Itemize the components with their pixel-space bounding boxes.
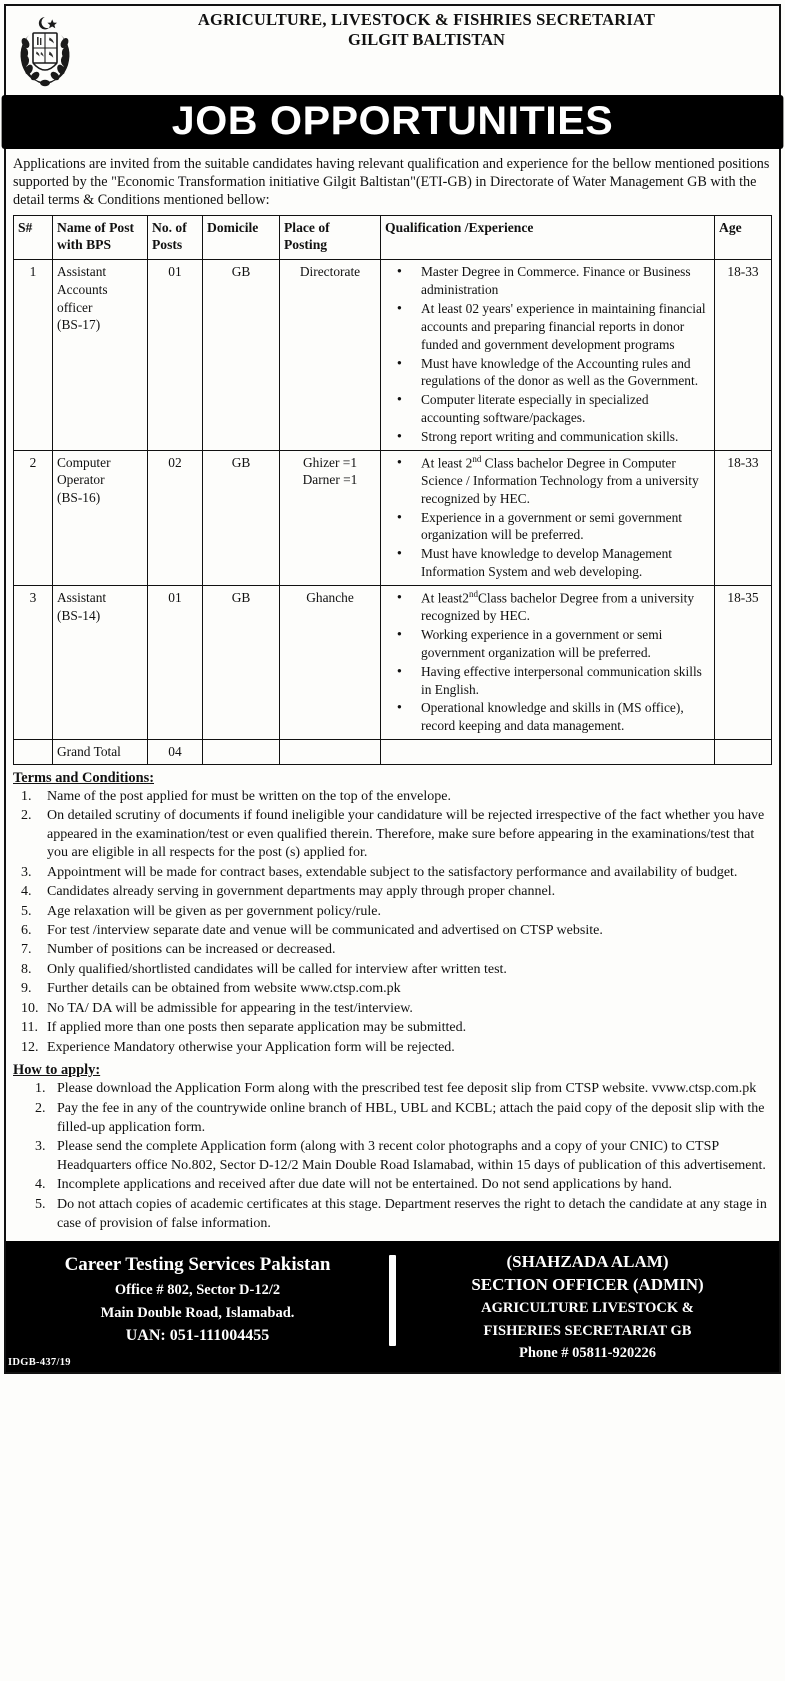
th-no-of-posts: No. of Posts (148, 215, 203, 260)
qualification-item: ● At least 02 years' experience in maintaining financial accounts and preparing financial reports in donor funded and government development programs (407, 300, 710, 353)
table-header-row (14, 215, 772, 260)
how-to-apply-list (13, 1080, 772, 1233)
ctsp-address-line1: Office # 802, Sector D-12/2 (114, 1281, 281, 1298)
qualification-item: ● Working experience in a government or semi government organization will be preferred. (407, 626, 710, 662)
cell-serial: 1 (14, 260, 53, 450)
document-footer (6, 1241, 779, 1371)
signatory-org-line1: AGRICULTURE LIVESTOCK & (481, 1300, 694, 1317)
footer-ctsp-block (6, 1249, 389, 1368)
cell-domicile: GB (203, 260, 280, 450)
cell-no-of-posts: 02 (148, 450, 203, 585)
qualification-item: ● Computer literate especially in specialized accounting software/packages. (407, 391, 710, 427)
terms-item: Candidates already serving in government departments may apply through proper channel. (47, 884, 556, 900)
cell-post-name (53, 450, 148, 585)
intro-paragraph: Applications are invited from the suitable candidates having relevant qualification and experience for the bellow mentioned positions supported by the "Economic Transformation initiative Gilgit Baltistan"(ETI-GB) in Directorate of Water Management GB with the detail terms & Conditions mentioned bellow: (13, 156, 770, 209)
organization-title-line1: AGRICULTURE, LIVESTOCK & FISHRIES SECRETARIAT (197, 10, 656, 29)
pakistan-state-emblem-icon (13, 13, 77, 91)
qualification-item: ● At least 2nd Class bachelor Degree in Computer Science / Information Technology from a university recognized by HEC. (407, 454, 710, 508)
cell-age: 18-35 (715, 585, 772, 739)
post-name-line: Accounts (57, 282, 108, 298)
th-age: Age (715, 215, 772, 260)
terms-item: Age relaxation will be given as per government policy/rule. (47, 903, 381, 919)
ctsp-uan: UAN: 051-111004455 (125, 1326, 270, 1344)
cell-empty (381, 740, 715, 765)
qualification-item: ● Must have knowledge to develop Management Information System and web developing. (407, 545, 710, 581)
place-line: Darner =1 (302, 472, 358, 488)
grand-total-value: 04 (148, 740, 203, 765)
terms-item: Further details can be obtained from website www.ctsp.com.pk (47, 981, 401, 997)
grand-total-label: Grand Total (53, 740, 148, 765)
cell-age: 18-33 (715, 450, 772, 585)
signatory-designation: SECTION OFFICER (ADMIN) (471, 1275, 704, 1295)
signatory-phone: Phone # 05811-920226 (519, 1344, 656, 1361)
post-name-line: Assistant (57, 264, 107, 280)
how-to-apply-heading: How to apply: (13, 1062, 101, 1079)
place-line: Directorate (299, 264, 361, 280)
signatory-name: (SHAHZADA ALAM) (506, 1252, 669, 1272)
terms-item: Name of the post applied for must be written on the top of the envelope. (47, 788, 451, 804)
document-header (13, 11, 772, 91)
how-to-apply-item: Pay the fee in any of the countrywide online branch of HBL, UBL and KCBL; attach the paid copy of the deposit slip with the filled-up application form. (57, 1100, 765, 1135)
qualification-list (385, 263, 710, 445)
qualification-item: ● Experience in a government or semi government organization will be preferred. (407, 509, 710, 545)
terms-heading: Terms and Conditions: (13, 769, 155, 786)
terms-item: No TA/ DA will be admissible for appearing in the test/interview. (47, 1000, 413, 1016)
footer-divider (389, 1255, 396, 1345)
how-to-apply-item: Do not attach copies of academic certificates at this stage. Department reserves the right to detach the candidate at any stage in case of provision of false information. (57, 1196, 767, 1231)
advertisement-reference-code: IDGB-437/19 (8, 1356, 71, 1368)
cell-empty (280, 740, 381, 765)
grand-total-row (14, 740, 772, 765)
jobs-table (13, 215, 772, 765)
post-name-line: (BS-17) (57, 317, 101, 333)
how-to-apply-item: Incomplete applications and received after due date will not be entertained. Do not send applications by hand. (57, 1177, 673, 1193)
document-frame (4, 4, 781, 1374)
cell-qualification (381, 585, 715, 739)
th-qualification: Qualification /Experience (381, 215, 715, 260)
cell-place-of-posting (280, 450, 381, 585)
th-serial: S# (14, 215, 53, 260)
cell-post-name (53, 260, 148, 450)
cell-serial: 2 (14, 450, 53, 585)
footer-signatory-block (396, 1249, 779, 1361)
cell-domicile: GB (203, 585, 280, 739)
table-row (14, 450, 772, 585)
post-name-line: Assistant (57, 589, 107, 605)
organization-title-line2: GILGIT BALTISTAN (348, 30, 505, 50)
cell-domicile: GB (203, 450, 280, 585)
qualification-item: ● Must have knowledge of the Accounting rules and regulations of the donor as well as the Government. (407, 355, 710, 391)
post-name-line: (BS-16) (57, 490, 101, 506)
cell-no-of-posts: 01 (148, 585, 203, 739)
cell-place-of-posting (280, 585, 381, 739)
terms-item: Appointment will be made for contract bases, extendable subject to the satisfactory performance and availability of budget. (47, 864, 738, 880)
cell-empty (203, 740, 280, 765)
terms-item: If applied more than one posts then separate application may be submitted. (47, 1020, 467, 1036)
post-name-line: Operator (57, 472, 105, 488)
qualification-item: ● At least2ndClass bachelor Degree from a university recognized by HEC. (407, 589, 710, 625)
th-post-name: Name of Post with BPS (53, 215, 148, 260)
cell-qualification (381, 260, 715, 450)
job-opportunities-banner: JOB OPPORTUNITIES (2, 95, 784, 149)
cell-no-of-posts: 01 (148, 260, 203, 450)
qualification-item: ● Strong report writing and communication skills. (407, 428, 710, 446)
terms-item: Experience Mandatory otherwise your Application form will be rejected. (47, 1039, 455, 1055)
terms-item: For test /interview separate date and venue will be communicated and advertised on CTSP website. (47, 923, 603, 938)
cell-post-name (53, 585, 148, 739)
terms-item: Only qualified/shortlisted candidates will be called for interview after written test. (47, 961, 507, 977)
table-row (14, 260, 772, 450)
post-name-line: (BS-14) (57, 607, 101, 623)
cell-empty (715, 740, 772, 765)
signatory-org-line2: FISHERIES SECRETARIAT GB (483, 1322, 692, 1339)
qualification-item: ● Master Degree in Commerce. Finance or Business administration (407, 263, 710, 299)
terms-list (13, 788, 772, 1058)
place-line: Ghizer =1 (302, 454, 358, 470)
th-place-of-posting: Place of Posting (280, 215, 381, 260)
th-domicile: Domicile (203, 215, 280, 260)
qualification-list (385, 589, 710, 735)
post-name-line: officer (57, 299, 93, 315)
table-row (14, 585, 772, 739)
ctsp-name: Career Testing Services Pakistan (64, 1254, 331, 1276)
place-line: Ghanche (306, 589, 354, 605)
cell-age: 18-33 (715, 260, 772, 450)
terms-item: On detailed scrutiny of documents if found ineligible your candidature will be rejected irrespective of the fact whether you have appeared in the examination/test or even qualified therein. Therefore, make sure before appearing in the examinations/test that you are eligible in all respects for the post (s) applied for. (47, 808, 765, 861)
cell-qualification (381, 450, 715, 585)
cell-serial: 3 (14, 585, 53, 739)
how-to-apply-item: Please download the Application Form along with the prescribed test fee deposit slip from CTSP website. vvww.ctsp.com.pk (57, 1081, 757, 1097)
cell-place-of-posting (280, 260, 381, 450)
qualification-list (385, 454, 710, 581)
terms-item: Number of positions can be increased or decreased. (47, 942, 336, 958)
how-to-apply-item: Please send the complete Application form (along with 3 recent color photographs and a copy of your CNIC) to CTSP Headquarters office No.802, Sector D-12/2 Main Double Road Islamabad, within 15 days of publication of this advertisement. (57, 1139, 766, 1173)
ctsp-address-line2: Main Double Road, Islamabad. (100, 1304, 295, 1321)
post-name-line: Computer (57, 454, 111, 470)
cell-empty (14, 740, 53, 765)
qualification-item: ● Having effective interpersonal communication skills in English. (407, 663, 710, 699)
qualification-item: ● Operational knowledge and skills in (MS office), record keeping and data management. (407, 699, 710, 735)
